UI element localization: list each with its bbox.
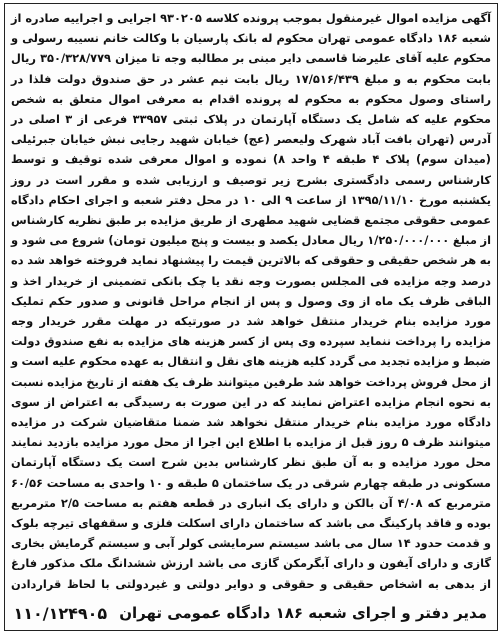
signature-line: مدیر دفتر و اجرای شعبه ۱۸۶ دادگاه عمومی تهران: [119, 604, 487, 622]
auction-notice: [4, 3, 498, 631]
notice-body: آگهی مزایده اموال غیرمنقول بموجب پرونده کلاسه ۹۳۰۲۰۵ اجرایی و اجراییه صادره از شعبه ۱۸۶ دادگاه عمومی تهران محکوم له بانک پارسیان با وکالت خانم نسیبه رسولی و محکوم علیه آقای علیرضا قاسمی دایر مبنی بر مطالبه وجه تا میزان ۳۵۰/۳۲۸/۷۷۹ ریال بابت محکوم به و مبلغ ۱۷/۵۱۶/۴۳۹ ریال بابت نیم عشر در حق صندوق دولت فلذا در راستای وصول محکوم به محکوم له پرونده اقدام به معرفی اموال متعلق به شخص محکوم علیه که شامل یک دستگاه آپارتمان در پلاک ثبتی ۳۳۹۵۷ فرعی از ۳ اصلی در آدرس (تهران بافت آباد شهرک ولیعصر (عج) خیابان شهید رجایی نبش خیابان جبرئیلی (میدان سوم) پلاک ۴ طبقه ۴ واحد ۸) نموده و اموال معرفی شده توقیف و توسط کارشناس رسمی دادگستری بشرح زیر توصیف و ارزیابی شده و مقرر است در روز یکشنبه مورخ ۱۳۹۵/۱۱/۱۰ از ساعت ۹ الی ۱۰ در محل دفتر شعبه و اجرای احکام دادگاه عمومی حقوقی مجتمع قضایی شهید مطهری از طریق مزایده بر طبق نظریه کارشناس از مبلغ ۱/۲۵۰/۰۰۰/۰۰۰ ریال معادل یکصد و بیست و پنج میلیون تومان) شروع می شود و به هر شخص حقیقی و حقوقی که بالاترین قیمت را پیشنهاد نماید فروخته خواهد شد ده درصد وجه مزایده فی المجلس بصورت وجه نقد یا چک بانکی تضمینی از خریدار اخذ و الباقی ظرف یک ماه از وی وصول و پس از انجام مراحل قانونی و صدور حکم تملیک مورد مزایده بنام خریدار منتقل خواهد شد در صورتیکه در مهلت مقرر خریدار وجه مزایده را پرداخت ننماید سپرده وی پس از کسر هزینه های مزایده به نفع صندوق دولت ضبط و مزایده تجدید می گردد کلیه هزینه های نقل و انتقال به عهده محکوم علیه است و از محل فروش پرداخت خواهد شد طرفین میتوانند ظرف یک هفته از تاریخ مزایده نسبت به نحوه انجام مزایده اعتراض نمایند که در این صورت به رسیدگی به اعتراض از سوی دادگاه مورد مزایده بنام خریدار منتقل نخواهد شد ضمنا متقاضیان شرکت در مزایده میتوانند ظرف ۵ روز قبل از مزایده با اطلاع این اجرا از محل مورد مزایده بازدید نمایند محل مورد مزایده و به آن طبق نظر کارشناس بدین شرح است یک دستگاه آپارتمان مسکونی در طبقه چهارم شرقی در یک ساختمان ۵ طبقه و ۱۰ واحدی به مساحت ۶۰/۵۶ مترمربع که ۴/۰۸ آن بالکن و دارای یک انباری در قطعه هفتم به مساحت ۲/۵ مترمربع بوده و فاقد پارکینگ می باشد که ساختمان دارای اسکلت فلزی و سقفهای تیرچه بلوک و قدمت حدود ۱۴ سال می باشد سیستم سرمایشی کولر آبی و سیستم گرمایش بخاری گازی و دارای آیفون و دارای آبگرمکن گازی می باشد ارزش ششدانگ ملک مذکور فارغ از بدهی به اشخاص حقیقی و حقوقی و دوایر دولتی و غیردولتی با لحاظ قراردادن: [11, 11, 492, 591]
notice-footer: [5, 596, 497, 630]
notice-code: ۱۱۰/۱۲۴۹۰۵: [13, 603, 108, 623]
